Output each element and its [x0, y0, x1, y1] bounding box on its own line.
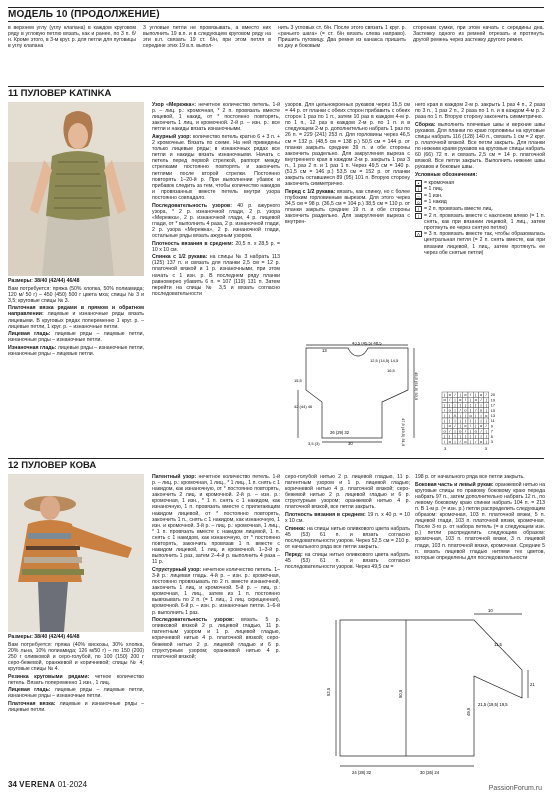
s11-col-1 — [8, 278, 144, 486]
s11-schema — [292, 342, 422, 446]
s12-pat-text: нечетное количество петель. 1-й р. – лиц. р.: кромочная, 1 лиц., * 1 лиц., 1 п. снять с 1 накидом, как изнаночную, от * постоянно повторять, закончить 2 лиц. и кромочной. 2-й р. – изн. р.: кромочная, 1 изн., * 1 п. снять с 1 накидом, как изнаночную, 1 п. провязать вместе с прилегающим накидом лицевой, от * постоянно повторять, закончить 1 п., снять с 1 накидом, как изнаночную, 1 изн. и кромочной. 3-й р. – лиц. р.: кромочная, 1 лиц., * 1 п. провязать вместе с накидом лицевой, 1 п. снять с 1 накидом, как изнаночную, от * постоянно повторять, закончить провязав 1 п. вместе с накидом лицевой, 1 лиц. и кромочной. 1–3-й р. выполнить 1 раз, затем 2–4-й р. выполнить 4 раза – 11 р. — [152, 474, 280, 566]
s12-col-2 — [152, 474, 280, 780]
legend-item — [415, 206, 545, 212]
issue-number: 01·2024 — [57, 780, 88, 789]
chart-symbol: | — [459, 423, 461, 429]
s12-schema-label-3: 10 — [488, 608, 493, 613]
footer — [8, 782, 87, 788]
s11-col3-text: узоров. Для цельнокроеных рукавов через 15,5 см = 44 р. от планки с обеих сторон прибавить с обеих сторон 1 раз по 1 п., затем 10 раз в каждом 4-м р. по 1 п., 12 раз в каждом 2-м р. по 1 п. и в следующем 2-м р. дополнительно набрать 1 раз по 26 п. = 229 (241) 253 п. Для горловины через 46,5 см = 132 р. (48,5 см = 138 р.) 50,5 см = 144 р. от планки закрыть средние 39 п. и обе стороны закончить раздельно. Для закругления выреза с внутреннего края в каждом 2-м р. закрыть 1 раз 3 п., 1 раз 2 п. и 1 раз 1 п. Через 49,5 см = 140 р. (51,5 см = 146 р.) 53,5 см = 152 р. от планки закрыть оставшиеся 89 (95) 101 п. Вторую сторону закончить симметрично. — [285, 102, 410, 188]
chart-symbol: o — [448, 438, 451, 444]
chart-repeat-label: 3 — [444, 446, 447, 451]
chart-symbol: / — [444, 407, 446, 413]
chart-symbol: | — [459, 418, 461, 423]
legend-item — [415, 180, 545, 186]
s12-col4-text: 198 р. от начального ряда все петли закрыть. — [415, 474, 525, 480]
s12-sizes: Размеры: 38/40 (42/44) 46/48 — [8, 634, 80, 640]
s11-col-3 — [285, 102, 410, 338]
legend-symbol: | — [415, 186, 422, 192]
chart-symbol: o — [448, 423, 451, 429]
section-12-title: 12 ПУЛОВЕР КОВА — [8, 458, 544, 473]
s11-sizes: Размеры: 38/40 (42/44) 46/48 — [8, 278, 80, 284]
chart-row-label: 19 — [490, 398, 496, 403]
legend-item — [415, 231, 545, 255]
s11-schema-label-6: 42 (44) 46 — [294, 404, 313, 409]
s11-legend-heading: Условные обозначения: — [415, 172, 478, 179]
chart-symbol: o — [474, 397, 477, 403]
s11-col4-text: него края в каждом 2-м р. закрыть 1 раз 4 п., 2 раза по 3 п., 1 раз 2 п., 2 раза по 1 п. и в каждом 4-м р. 2 раза по 1 п. Вторую сторону закончить симметрично. — [415, 102, 545, 121]
legend-text: = 1 лиц. — [424, 186, 444, 193]
s12-front-text: на спицы нитью оливкового цвета набрать 45 (53) 61 п. и вязать согласно последовательности узоров. Через 49,5 см = — [285, 551, 410, 570]
chart-symbol: | — [485, 428, 487, 434]
s12-schema-label-6: 21,5 (19,5) 19,5 — [478, 702, 508, 707]
chart-symbol: | — [454, 433, 456, 439]
legend-text: = 1 накид — [424, 199, 447, 206]
chart-symbol: o — [448, 392, 451, 397]
legend-text: = 1 изн. — [424, 192, 443, 199]
s11-mesh-text: нечетное количество петель. 1-й р. – лиц. р.: кромочная, * 2 п. провязать вместе лицевой, 1 накид, от * постоянно повторять, закончить 1 лиц. и кромочной. 2-й р. – изн. р.: все петли и накиды вязать изнаночными. — [152, 102, 280, 133]
s11-col-4 — [415, 102, 545, 352]
chart-symbol: | — [449, 433, 451, 439]
chart-symbol: o — [464, 423, 467, 429]
legend-symbol: \ — [415, 213, 422, 219]
s12-dens-text: 19 п. х 40 р. = 10 х 10 см. — [285, 512, 410, 525]
section-11-title: 11 ПУЛОВЕР KATINKA — [8, 86, 544, 101]
chart-symbol: | — [485, 407, 487, 413]
legend-symbol: / — [415, 206, 422, 212]
page-title: МОДЕЛЬ 10 (ПРОДОЛЖЕНИЕ) — [8, 7, 544, 22]
s12-pat-heading: Патентный узор: — [152, 474, 197, 480]
chart-symbol: o — [479, 392, 483, 397]
chart-symbol: | — [459, 392, 461, 397]
chart-symbol: | — [470, 397, 472, 403]
s12-col-1 — [8, 634, 144, 780]
s11-schema-label-2: 45,5 (51,5) 53,5 — [414, 372, 419, 401]
legend-text: = кромочная — [424, 179, 455, 186]
chart-symbol: / — [485, 392, 487, 397]
chart-symbol: o — [485, 412, 488, 418]
chart-symbol: | — [480, 402, 482, 408]
s12-plank-text: лицевые и изнаночные ряды – лицевые петли. — [8, 700, 144, 714]
legend-item — [415, 193, 545, 199]
chart-row-label: 11 — [490, 419, 495, 424]
chart-symbol: | — [470, 433, 472, 439]
chart-symbol: | — [454, 402, 456, 408]
chart-symbol: / — [464, 397, 466, 403]
s12-back-heading: Спинка: — [285, 525, 306, 532]
chart-symbol: | — [480, 418, 482, 423]
s12-schema-label-1: 50,5 — [398, 689, 403, 698]
chart-symbol: / — [475, 407, 477, 413]
chart-symbol: o — [479, 423, 483, 429]
chart-symbol: / — [464, 428, 466, 434]
s11-mesh-heading: Узор «Мережка»: — [152, 102, 196, 108]
s11-back-text: на спицы № 3 набрать 113 (125) 137 п. и связать для планки 2,5 см = 12 р. платочной вязкой и 1 р. изнаночными, при этом начать с 1 изн. р. В последнем ряду планки равномерно убавить 6 п. = 107 (119) 131 п. Затем перейти на спицы № 3,5 и вязать согласно последовательности — [152, 254, 280, 297]
chart-symbol: | — [475, 418, 477, 423]
chart-symbol: | — [485, 433, 487, 439]
s11-assembly-heading: Сборка: — [415, 121, 436, 128]
chart-symbol: | — [464, 418, 466, 423]
top-col-3: нить 3 угловых ст. б/н. После этого связать 1 круг. р. «рачьего шага» (= ст. б/н вязать слева направо). Пришить пуговицу. Два ремня из канакса пришить ко дну и боковым — [278, 25, 406, 50]
s11-front-text: вязать, как спинку, но с более глубоким горловинным вырезом. Для этого через 34,5 см = 98 р. (36,5 см = 104 р.) 38,5 см = 110 р. от планки закрыть средние 19 п. и обе стороны закончить раздельно. Для закругления выреза с внутрен- — [285, 188, 410, 226]
chart-symbol: / — [470, 392, 472, 397]
s12-seq-text: вязать. 5 р. оливковой вязкой 2 р. лицевой гладью, 11 р. патентным узором и 1 р. лицевой гладью, коричневой нитью 4 р. платочной вязкой; серо-бежевой нитью 2 р. лицевой гладью и 6 р. структурным узором; оранжевой нитью 4 р. платочной вязкой; — [152, 617, 280, 660]
s11-back-heading: Спинка с 1/2 рукава: — [152, 254, 208, 261]
chart-symbol: | — [454, 418, 456, 423]
legend-symbol: Λ — [416, 232, 420, 238]
chart-symbol: | — [444, 392, 446, 397]
chart-symbol: o — [448, 407, 451, 413]
s12-col-3 — [285, 474, 410, 604]
legend-symbol: o — [415, 199, 422, 205]
top-col-4: сторонам сумки, при этом начать с середины дна. Застежку одного из ремней отрезать и протянуть другой ремень через застежку другого ремня. — [413, 25, 544, 44]
s11-schema-label-1: 13 — [322, 348, 327, 353]
s11-dens-text: 20,5 п. х 28,5 р. = 10 х 10 см. — [152, 240, 280, 253]
chart-symbol: | — [480, 433, 482, 439]
chart-symbol: / — [470, 423, 472, 429]
s12-schema-label-5: 21 — [530, 682, 535, 687]
s11-face-heading: Лицевая гладь: — [8, 331, 51, 338]
chart-symbol: | — [470, 428, 472, 434]
chart-symbol: | — [464, 433, 466, 439]
chart-symbol: / — [480, 428, 482, 434]
s11-seq-heading: Последовательность узоров: — [152, 202, 232, 209]
chart-symbol: o — [474, 428, 477, 434]
chart-row-label: 17 — [490, 403, 496, 408]
s12-schema-label-8: 30 (26) 24 — [420, 770, 440, 775]
s11-assembly-text: выполнить плечевые швы и верхние швы рукавов. Для планки по краю горловины на круговые спицы набрать 116 (128) 140 п., связать 1 см = 2 круг. р. платочной вязкой. Все петли закрыть. Для планки по нижним краям рукавов на круговые спицы набрать 60 (66) 72 п. и связать 2,5 см = 14 р. платочной вязкой. Все петли закрыть. Выполнить нижние швы рукавов и боковые швы. — [415, 121, 545, 171]
chart-symbol: / — [449, 397, 451, 403]
s11-col-2 — [152, 102, 280, 338]
s12-str-text: нечетное количество петель. 1–3-й р.: лицевая гладь. 4-й р. – изн. р.: кромочная, постоянно провязывать по 2 п. вместе изнаночной, закончить 1 лиц. и кромочной. 5-й р. – лиц. р.: кромочная, 1 лиц., затем из 1 п. постоянно вывязывать по 2 п. (= 1 лиц., 1 лиц. скрещенная), кромочной. 6-й р. – изн. р.: изнаночные петли. 1–6-й р. выполнить 1 раз. — [152, 566, 280, 616]
s12-needs: Вам потребуется: пряжа (40% вискозы, 30% хлопка, 20% льна, 10% полиамида; 126 м/50 г) – по 150 (200) 250 г оливковой и серо-голубой, по 100 (150) 200 г серо-бежевой, оранжевой и коричневой; спицы № 4; круговые спицы № 4. — [8, 641, 144, 672]
s12-back-text: на спицы нитью оливкового цвета набрать 45 (53) 61 п. и вязать согласно последовательности узоров. Через 52,5 см = 210 р. от начального ряда все петли закрыть. — [285, 525, 410, 551]
chart-symbol: / — [485, 423, 487, 429]
chart-symbol: | — [459, 433, 461, 439]
chart-symbol: | — [480, 412, 482, 418]
s11-schema-label-8: 12,5 (14,5) 14,5 — [370, 358, 399, 363]
legend-symbol: – — [415, 193, 422, 199]
chart-symbol: | — [454, 407, 456, 413]
chart-symbol: o — [469, 412, 472, 418]
chart-symbol: | — [464, 402, 466, 408]
s11-schema-label-3: 47,5 (49,5) 51,5 — [401, 418, 406, 446]
s12-front-heading: Перед: — [285, 551, 303, 558]
s12-dens-heading: Плотность вязания в среднем: — [285, 512, 366, 519]
chart-row-label: 3 — [490, 440, 493, 444]
chart-symbol: o — [479, 438, 483, 444]
s12-schema-label-0: 52,5 — [326, 687, 331, 696]
chart-repeat-label: 3 — [484, 446, 488, 451]
chart-symbol: | — [444, 433, 446, 439]
chart-symbol: | — [444, 418, 446, 423]
chart-symbol: Λ — [453, 412, 457, 418]
s11-face-text: лицевые ряды – лицевые петли, изнаночные ряды – изнаночные петли. — [8, 331, 144, 344]
chart-symbol: | — [470, 407, 472, 413]
chart-symbol: / — [459, 438, 461, 444]
legend-item — [415, 186, 545, 192]
chart-symbol: | — [454, 428, 456, 434]
chart-symbol: / — [454, 423, 456, 429]
chart-symbol: | — [470, 418, 472, 423]
chart-row-label: 5 — [490, 434, 493, 439]
s11-schema-label-7: 3,5 (3) — [308, 441, 320, 446]
s11-dens-heading: Плотность вязания в среднем: — [152, 240, 234, 247]
chart-symbol: | — [475, 392, 477, 397]
s12-rib-text: четное количество петель. Вязать попеременно 1 изн., 1 лиц. — [8, 673, 144, 686]
s11-needs: Вам потребуется: пряжа (50% хлопка, 50% полиамида; 120 м/ 50 г) – 450 (450) 500 г цвета мха; спицы № 3 и 3,5; круговые спицы № 3. — [8, 285, 144, 304]
s12-schema-label-7: 24 (28) 32 — [352, 770, 372, 775]
s12-col3-text: серо-голубой нитью 2 р. лицевой гладью, 11 р. патентным узором и 1 р. лицевой гладью; коричневой нитью 4 р. платочной вязкой; серо-бежевой нитью 2 р. лицевой гладью и 6 р. структурным узором; оранжевой нитью 4 р. платочной вязкой, все петли закрыть. — [285, 474, 410, 511]
chart-symbol: / — [480, 397, 482, 403]
s12-plank-heading: Платочная вязка: — [8, 700, 56, 707]
s11-purl-heading: Изнаночная гладь: — [8, 344, 57, 351]
s12-schema-label-2: 49,5 — [466, 707, 471, 716]
chart-row-label: 9 — [490, 424, 493, 429]
s11-purl-text: лицевые ряды – изнаночные петли, изнаночные ряды – лицевые петли. — [8, 344, 144, 358]
chart-symbol: | — [475, 402, 477, 408]
chart-symbol: / — [444, 438, 446, 444]
chart-symbol: o — [459, 397, 462, 403]
chart-symbol: o — [464, 438, 467, 444]
s12-side-heading: Боковая часть и левый рукав: — [415, 481, 494, 488]
chart-symbol: / — [459, 407, 461, 413]
s11-schema-label-10: 15,5 — [294, 378, 302, 383]
chart-symbol: | — [444, 423, 446, 429]
s11-plank-text: лицевые и изнаночные ряды вязать лицевыми. В круговых рядах попеременно 1 круг. р. – лицевые петли, 1 круг. р. – изнаночные петли. — [8, 311, 144, 330]
s12-face-heading: Лицевая гладь: — [8, 687, 51, 694]
chart-symbol: | — [459, 412, 461, 418]
chart-symbol: | — [475, 433, 477, 439]
chart-row-label: 15 — [490, 408, 496, 413]
chart-symbol: | — [444, 402, 446, 408]
katinka-photo — [8, 102, 144, 276]
chart-symbol: o — [443, 428, 446, 434]
s11-lace-heading: Ажурный узор: — [152, 133, 192, 140]
chart-symbol: o — [443, 397, 446, 403]
s11-lace-text: количество петель кратно 6 + 3 п. + 2 кромочные. Вязать по схеме. На ней приведены только лицевые ряды; в изнаночных рядах все петли и накиды вязать изнаночными. Начать с петель перед первой стрелкой, раппорт между стрелками постоянно повторять и закончить петлями после второй стрелки. Постоянно повторять 1–20-й р. При выполнении убавок и прибавок следить за тем, чтобы количество накидов и провязанных вместе петель внутри узора постоянно совпадало. — [152, 133, 280, 201]
chart-symbol: | — [475, 423, 477, 429]
chart-symbol: o — [479, 407, 483, 413]
legend-item — [415, 213, 545, 231]
s11-schema-label-5: 30 — [348, 441, 353, 446]
chart-symbol: / — [449, 428, 451, 434]
chart-symbol: | — [485, 438, 487, 444]
chart-symbol: | — [475, 412, 477, 418]
chart-symbol: | — [470, 402, 472, 408]
chart-symbol: | — [449, 412, 451, 418]
chart-symbol: | — [454, 397, 456, 403]
chart-symbol: | — [454, 438, 456, 444]
magazine-name: VERENA — [19, 780, 56, 789]
chart-symbol: | — [470, 438, 472, 444]
s11-schema-label-9: 16,5 — [387, 368, 395, 373]
chart-symbol: o — [464, 407, 467, 413]
legend-item — [415, 199, 545, 205]
chart-symbol: | — [444, 412, 446, 418]
kova-photo — [8, 474, 144, 632]
s12-schema-label-4: 11,5 — [494, 642, 502, 647]
top-col-2: 3 угловые петли не провязывать, а вместо них выполнить 19 в.п. и в следующем круговом ряду на эти в.п. связать 19 ст. б/н, при этом петля в середине этих 19 в.п. выпол- — [143, 25, 271, 50]
s11-legend — [415, 180, 545, 256]
top-col-1: в верхнем углу (углу клапана) в каждом круговом ряду в угловую петлю вязать, как и ранее, по 3 п. б/н. Кроме этого, в 3-м круг. р. для петли для пуговицы в углу клапана — [8, 25, 136, 50]
chart-row-label: 7 — [490, 429, 493, 434]
chart-symbol: | — [449, 418, 451, 423]
chart-symbol: / — [475, 438, 477, 444]
page-number: 34 — [8, 780, 17, 789]
s11-plank-heading: Платочная вязка рядами в прямом и обратном направлении: — [8, 305, 144, 318]
chart-symbol: | — [464, 412, 466, 418]
chart-symbol: | — [485, 418, 487, 423]
watermark: PassionForum.ru — [488, 785, 542, 792]
s12-col-4 — [415, 474, 545, 606]
s11-schema-label-0: 43,5 (45,5) 48,5 — [352, 342, 382, 346]
s12-str-heading: Структурный узор: — [152, 566, 202, 573]
s11-schema-label-4: 26 (29) 32 — [330, 430, 350, 435]
s11-seq-text: 40 р. ажурного узора, * 2 р. изнаночной глади, 2 р. узора «Мережка», 2 р. изнаночной глади, 4 р. лицевой глади, от * выполнить 4 раза, 2 р. изнаночной глади, 2 р. узора «Мережка», 2 р. изнаночной глади, остальные ряды вязать ажурным узором. — [152, 202, 280, 239]
chart-symbol: o — [464, 392, 467, 397]
legend-symbol: • — [415, 180, 422, 186]
s12-rib-heading: Резинка круговыми рядами: — [8, 673, 90, 680]
s12-schema — [288, 606, 544, 778]
legend-text: = 2 п. провязать вместе с наклоном влево (= 1 п. снять, как при вязании лицевой, 1 лиц., затем протянуть ее через снятую петлю) — [424, 212, 545, 231]
s11-front-heading: Перед с 1/2 рукава: — [285, 188, 336, 195]
s12-side-text: оранжевой нитью на круговые спицы по правому боковому краю переда набрать 97 п., затем дополнительно набрать 12 п., по левому боковому краю спинки набрать 104 п. = 213 п. В 1-м р. (= изн. р.) петли распределить следующим образом: кромочная, 103 п. платочной вязки, 5 п. лицевой глади, 103 п. платочной вязки, кромочная. После 3-го р. от набора петель (= в следующем изн. р.) петли распределить следующим образом: кромочная, 103 п. платочной вязки, 3 п. лицевой глади, 103 п. платочной вязки, кромочная. Средние 5 п. вязать лицевой гладью нитями тех цветов, которые определены для последовательности — [415, 481, 545, 561]
s11-pattern-chart — [428, 390, 540, 454]
chart-symbol: / — [454, 392, 456, 397]
chart-symbol: | — [485, 397, 487, 403]
chart-symbol: | — [459, 402, 461, 408]
s12-face-text: лицевые ряды – лицевые петли, изнаночные ряды – изнаночные петли. — [8, 687, 144, 700]
legend-text: = 2 п. провязать вместе лиц. — [424, 206, 493, 212]
chart-row-label: 13 — [490, 414, 496, 418]
legend-text: = 3 п. провязать вместе так, чтобы образовалась центральная петля (= 2 п. снять вместе, как при вязании лицевой, 1 лиц., затем протянуть ее через обе снятые петли) — [424, 231, 545, 256]
chart-symbol: | — [449, 402, 451, 408]
s12-seq-heading: Последовательность узоров: — [152, 617, 234, 624]
chart-symbol: | — [485, 402, 487, 408]
chart-row-label: 20 — [490, 393, 496, 398]
chart-symbol: o — [459, 428, 462, 434]
